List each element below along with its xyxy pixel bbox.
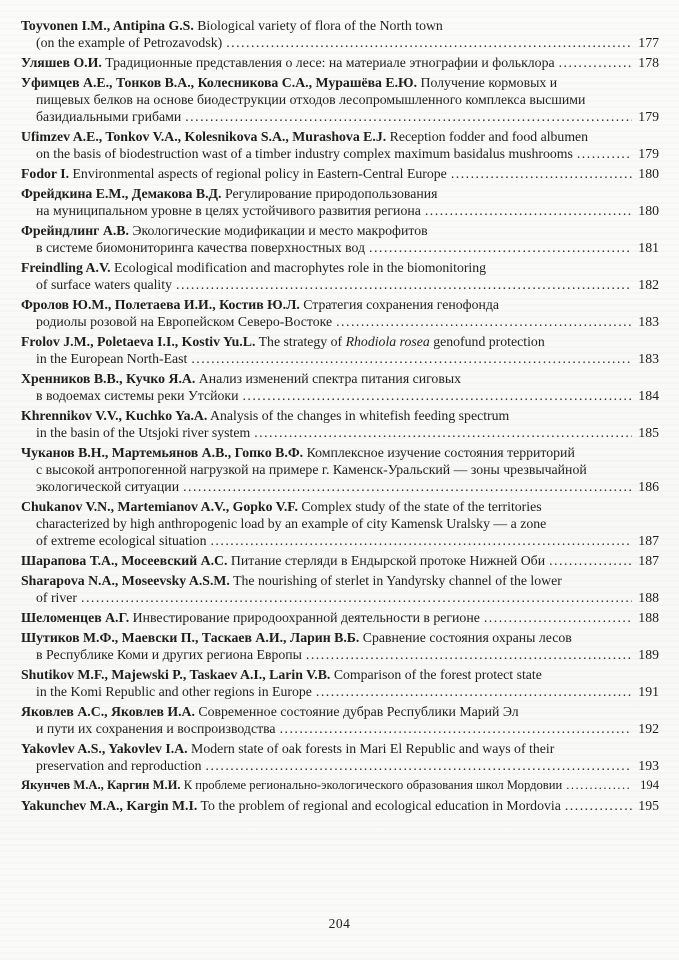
dot-leader [336, 313, 632, 330]
entry-authors: Шутиков М.Ф., Маевски П., Таскаев А.И., Ларин В.Б. [21, 630, 360, 645]
page-number: 192 [638, 721, 659, 736]
toc-entry [21, 407, 659, 441]
toc-entry [21, 185, 659, 219]
dot-leader [210, 532, 632, 549]
entry-authors: Yakovlev A.S., Yakovlev I.A. [21, 741, 188, 756]
entry-first-line-text: Ufimzev A.E., Tonkov V.A., Kolesnikova S.A., Murashova E.J. Reception fodder and food albumen [21, 129, 589, 144]
entry-first-line-text: Freindling A.V. Ecological modification and macrophytes role in the biomonitoring [21, 260, 487, 275]
entry-continuation-text: characterized by high anthropogenic load by an example of city Kamensk Uralsky — a zone [36, 516, 547, 531]
dot-leader [242, 387, 632, 404]
page-number: 184 [638, 388, 659, 403]
page-number: 183 [638, 351, 659, 366]
entry-line [21, 609, 659, 626]
dot-leader [81, 589, 632, 606]
toc-entry [21, 740, 659, 774]
page-number: 180 [638, 166, 659, 181]
dot-leader [369, 239, 632, 256]
entry-line [21, 165, 659, 182]
toc-entry [21, 498, 659, 549]
entry-authors: Chukanov V.N., Martemianov A.V., Gopko V.F. [21, 499, 298, 514]
toc-entry [21, 444, 659, 495]
page-number: 187 [638, 533, 659, 548]
entry-line [21, 54, 659, 71]
entry-continuation-text: в водоемах системы реки Утсйоки [36, 388, 239, 403]
entry-authors: Yakunchev M.A., Kargin M.I. [21, 798, 198, 813]
entry-authors: Фролов Ю.М., Полетаева И.И., Костив Ю.Л. [21, 297, 300, 312]
entry-line [21, 17, 659, 34]
entry-first-line-text: Yakunchev M.A., Kargin M.I. To the problem of regional and ecological education in Mordovia [21, 798, 561, 813]
entry-line [21, 128, 659, 145]
dot-leader [565, 797, 632, 814]
toc-entry [21, 552, 659, 569]
entry-continuation-text: с высокой антропогенной нагрузкой на примере г. Каменск-Уральский — зоны чрезвычайной [36, 462, 587, 477]
entry-line [21, 589, 659, 606]
entry-line [21, 629, 659, 646]
entry-continuation-text: в Республике Коми и других региона Европы [36, 647, 302, 662]
entry-first-line-text: Шарапова Т.А., Мосеевский А.С. Питание стерляди в Ендырской протоке Нижней Оби [21, 553, 546, 568]
entry-line [21, 387, 659, 404]
toc-entry [21, 74, 659, 125]
page-number: 195 [638, 798, 659, 813]
entry-authors: Якунчев М.А., Каргин М.И. [21, 778, 181, 792]
entry-authors: Уляшев О.И. [21, 55, 102, 70]
entry-authors: Khrennikov V.V., Kuchko Ya.A. [21, 408, 208, 423]
entry-authors: Shutikov M.F., Majewski P., Taskaev A.I., Larin V.B. [21, 667, 331, 682]
toc-entry [21, 222, 659, 256]
toc-entry [21, 666, 659, 700]
page-number: 182 [638, 277, 659, 292]
toc-entry [21, 54, 659, 71]
page-number: 187 [638, 553, 659, 568]
page-number: 180 [638, 203, 659, 218]
entry-continuation-text: на муниципальном уровне в целях устойчивого развития региона [36, 203, 421, 218]
entry-line [21, 461, 659, 478]
entry-line [21, 740, 659, 757]
entry-authors: Хренников В.В., Кучко Я.А. [21, 371, 196, 386]
dot-leader [280, 720, 632, 737]
entry-continuation-text: of river [36, 590, 77, 605]
entry-line [21, 370, 659, 387]
entry-authors: Чуканов В.Н., Мартемьянов А.В., Гопко В.Ф. [21, 445, 304, 460]
entry-line [21, 777, 659, 794]
page-number: 194 [640, 778, 659, 792]
page-number: 193 [638, 758, 659, 773]
entry-line [21, 34, 659, 51]
entry-continuation-text: preservation and reproduction [36, 758, 202, 773]
folio-page-number: 204 [328, 916, 351, 931]
entry-line [21, 666, 659, 683]
entry-first-line-text: Шутиков М.Ф., Маевски П., Таскаев А.И., Ларин В.Б. Сравнение состояния охраны лесов [21, 630, 572, 645]
entry-line [21, 185, 659, 202]
entry-continuation-text: in the European North-East [36, 351, 188, 366]
entry-line [21, 202, 659, 219]
page-number: 183 [638, 314, 659, 329]
dot-leader [206, 757, 632, 774]
entry-authors: Фрейдкина Е.М., Демакова В.Д. [21, 186, 222, 201]
dot-leader [451, 165, 632, 182]
entry-first-line-text: Хренников В.В., Кучко Я.А. Анализ изменений спектра питания сиговых [21, 371, 462, 386]
entry-line [21, 757, 659, 774]
entry-line [21, 296, 659, 313]
dot-leader [183, 478, 632, 495]
dot-leader [559, 54, 632, 71]
entry-continuation-text: of surface waters quality [36, 277, 172, 292]
entry-line [21, 646, 659, 663]
toc-entry [21, 17, 659, 51]
entry-first-line-text: Fodor I. Environmental aspects of regional policy in Eastern-Central Europe [21, 166, 447, 181]
entry-first-line-text: Frolov J.M., Poletaeva I.I., Kostiv Yu.L. The strategy of Rhodiola rosea genofund protection [21, 334, 545, 349]
entry-line [21, 720, 659, 737]
entry-continuation-text: пищевых белков на основе биодеструкции отходов лесопромышленного комплекса высшими [36, 92, 586, 107]
toc-entry [21, 165, 659, 182]
dot-leader [549, 552, 632, 569]
entry-continuation-text: базидиальными грибами [36, 109, 182, 124]
entry-authors: Sharapova N.A., Moseevsky A.S.M. [21, 573, 230, 588]
dot-leader [176, 276, 632, 293]
entry-line [21, 239, 659, 256]
page-number: 186 [638, 479, 659, 494]
page-number: 189 [638, 647, 659, 662]
entry-continuation-text: on the basis of biodestruction wast of a timber industry complex maximum basidalus mushrooms [36, 146, 573, 161]
entry-continuation-text: в системе биомониторинга качества поверхностных вод [36, 240, 366, 255]
entry-line [21, 333, 659, 350]
entry-line [21, 91, 659, 108]
entry-authors: Уфимцев А.Е., Тонков В.А., Колесникова С.А., Мурашёва Е.Ю. [21, 75, 418, 90]
entry-line [21, 532, 659, 549]
entry-first-line-text: Khrennikov V.V., Kuchko Ya.A. Analysis of the changes in whitefish feeding spectrum [21, 408, 510, 423]
entry-line [21, 478, 659, 495]
entry-first-line-text: Фрейндлинг А.В. Экологические модификации и место макрофитов [21, 223, 428, 238]
entry-authors: Яковлев А.С., Яковлев И.А. [21, 704, 195, 719]
entry-first-line-text: Фролов Ю.М., Полетаева И.И., Костив Ю.Л. Стратегия сохранения генофонда [21, 297, 500, 312]
entry-first-line-text: Yakovlev A.S., Yakovlev I.A. Modern state of oak forests in Mari El Republic and ways of their [21, 741, 555, 756]
entry-line [21, 276, 659, 293]
page-number: 188 [638, 610, 659, 625]
entry-continuation-text: экологической ситуации [36, 479, 180, 494]
toc-entry [21, 629, 659, 663]
toc-entry [21, 609, 659, 626]
entry-first-line-text: Яковлев А.С., Яковлев И.А. Современное состояние дубрав Республики Марий Эл [21, 704, 519, 719]
entry-line [21, 407, 659, 424]
entry-line [21, 797, 659, 814]
entry-authors: Шарапова Т.А., Мосеевский А.С. [21, 553, 228, 568]
dot-leader [566, 777, 632, 794]
entry-authors: Фрейндлинг А.В. [21, 223, 129, 238]
page-number: 179 [638, 146, 659, 161]
entry-authors: Frolov J.M., Poletaeva I.I., Kostiv Yu.L. [21, 334, 256, 349]
entry-continuation-text: родиолы розовой на Европейском Северо-Востоке [36, 314, 333, 329]
page-number: 178 [638, 55, 659, 70]
toc-entry [21, 333, 659, 367]
page-number: 191 [638, 684, 659, 699]
dot-leader [425, 202, 632, 219]
dot-leader [185, 108, 632, 125]
dot-leader [226, 34, 632, 51]
entry-first-line-text: Якунчев М.А., Каргин М.И. К проблеме регионально-экологического образования школ Мордовии [21, 778, 563, 792]
entry-continuation-text: of extreme ecological situation [36, 533, 207, 548]
entry-line [21, 498, 659, 515]
page-number: 179 [638, 109, 659, 124]
entry-first-line-text: Уфимцев А.Е., Тонков В.А., Колесникова С.А., Мурашёва Е.Ю. Получение кормовых и [21, 75, 558, 90]
toc-entry [21, 370, 659, 404]
dot-leader [577, 145, 632, 162]
entry-continuation-text: (on the example of Petrozavodsk) [36, 35, 223, 50]
entry-authors: Шеломенцев А.Г. [21, 610, 130, 625]
entry-line [21, 444, 659, 461]
entry-first-line-text: Шеломенцев А.Г. Инвестирование природоохранной деятельности в регионе [21, 610, 480, 625]
toc-entry [21, 572, 659, 606]
entry-line [21, 222, 659, 239]
entry-line [21, 259, 659, 276]
page-number: 185 [638, 425, 659, 440]
entry-authors: Toyvonen I.M., Antipina G.S. [21, 18, 194, 33]
dot-leader [191, 350, 632, 367]
entry-continuation-text: in the basin of the Utsjoki river system [36, 425, 251, 440]
entry-line [21, 313, 659, 330]
page-number: 188 [638, 590, 659, 605]
entry-authors: Freindling A.V. [21, 260, 111, 275]
entry-first-line-text: Фрейдкина Е.М., Демакова В.Д. Регулирование природопользования [21, 186, 438, 201]
entry-first-line-text: Chukanov V.N., Martemianov A.V., Gopko V.F. Complex study of the state of the territories [21, 499, 542, 514]
page-number: 177 [638, 35, 659, 50]
entry-line [21, 703, 659, 720]
entry-line [21, 350, 659, 367]
entry-line [21, 108, 659, 125]
entry-first-line-text: Уляшев О.И. Традиционные представления о лесе: на материале этнографии и фольклора [21, 55, 555, 70]
entry-continuation-text: in the Komi Republic and other regions in Europe [36, 684, 312, 699]
entry-continuation-text: и пути их сохранения и воспроизводства [36, 721, 276, 736]
entry-line [21, 572, 659, 589]
toc-entry [21, 128, 659, 162]
dot-leader [316, 683, 632, 700]
page-number: 181 [638, 240, 659, 255]
entry-first-line-text: Чуканов В.Н., Мартемьянов А.В., Гопко В.Ф. Комплексное изучение состояния территорий [21, 445, 575, 460]
toc-entry [21, 296, 659, 330]
toc-entry [21, 777, 659, 794]
dot-leader [306, 646, 632, 663]
toc-entry [21, 703, 659, 737]
entry-first-line-text: Toyvonen I.M., Antipina G.S. Biological variety of flora of the North town [21, 18, 443, 33]
entry-line [21, 74, 659, 91]
entry-line [21, 145, 659, 162]
dot-leader [484, 609, 632, 626]
dot-leader [254, 424, 632, 441]
entry-first-line-text: Shutikov M.F., Majewski P., Taskaev A.I., Larin V.B. Comparison of the forest protect state [21, 667, 542, 682]
entry-line [21, 683, 659, 700]
toc-entry [21, 797, 659, 814]
entry-authors: Fodor I. [21, 166, 70, 181]
entry-first-line-text: Sharapova N.A., Moseevsky A.S.M. The nourishing of sterlet in Yandyrsky channel of the lower [21, 573, 562, 588]
toc-entry [21, 259, 659, 293]
entry-line [21, 552, 659, 569]
entry-line [21, 515, 659, 532]
entry-line [21, 424, 659, 441]
entry-authors: Ufimzev A.E., Tonkov V.A., Kolesnikova S.A., Murashova E.J. [21, 129, 387, 144]
